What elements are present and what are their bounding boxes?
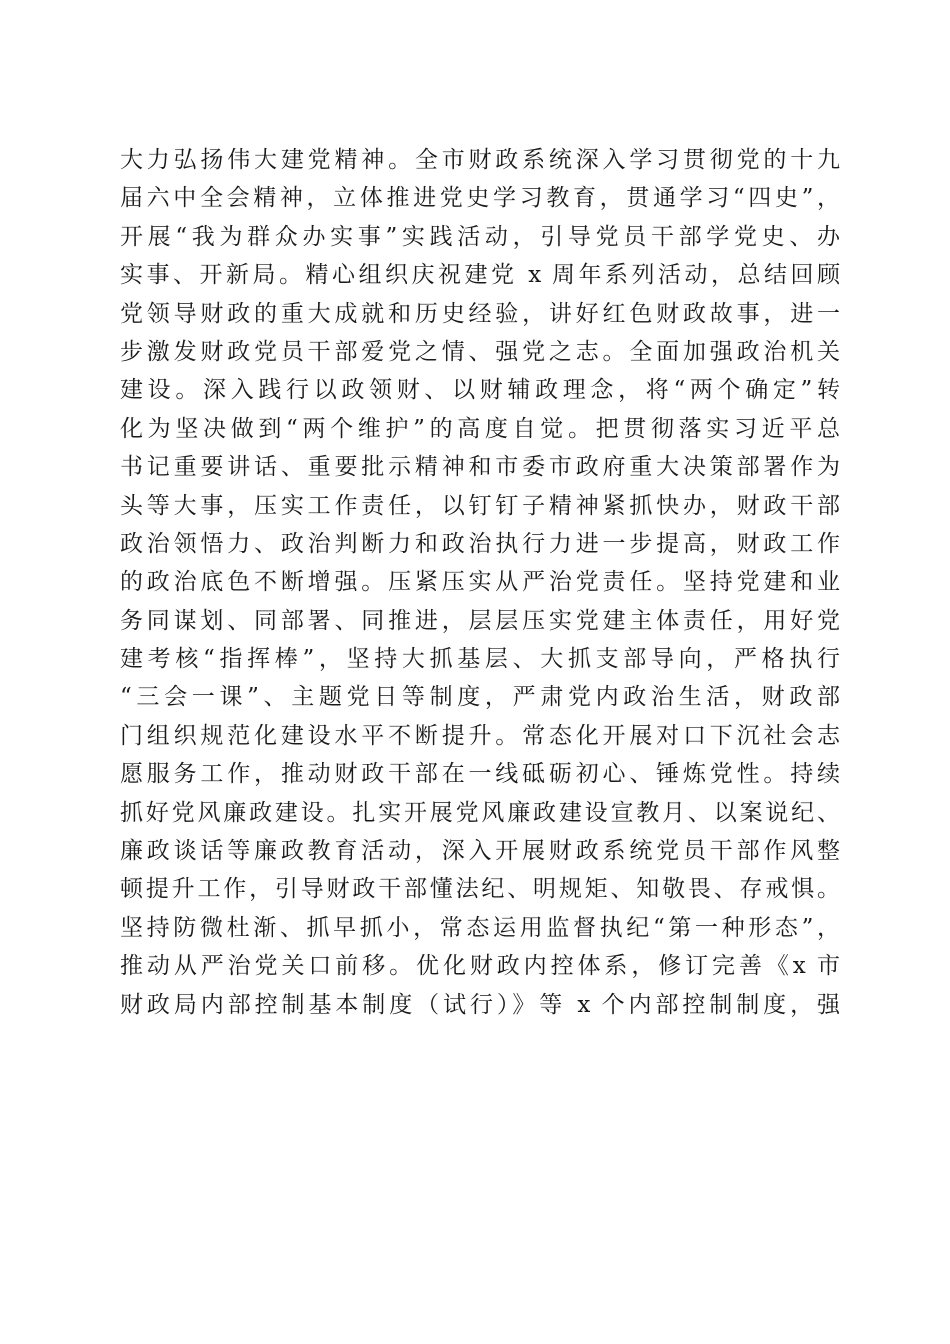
text-line-4: 实事、开新局。精心组织庆祝建党 x 周年系列活动，总结回顾 [120, 262, 840, 289]
text-line-6: 步激发财政党员干部爱党之情、强党之志。全面加强政治机关 [120, 338, 840, 365]
text-line-16: 门组织规范化建设水平不断提升。常态化开展对口下沉社会志 [120, 722, 840, 749]
text-line-13: 务同谋划、同部署、同推进，层层压实党建主体责任，用好党 [120, 607, 840, 634]
text-line-9: 书记重要讲话、重要批示精神和市委市政府重大决策部署作为 [120, 454, 840, 481]
text-line-15: “三会一课”、主题党日等制度，严肃党内政治生活，财政部 [120, 684, 840, 711]
text-line-12: 的政治底色不断增强。压紧压实从严治党责任。坚持党建和业 [120, 569, 840, 596]
text-line-20: 顿提升工作，引导财政干部懂法纪、明规矩、知敬畏、存戒惧。 [120, 876, 840, 903]
text-line-1: 大力弘扬伟大建党精神。全市财政系统深入学习贯彻党的十九 [120, 147, 840, 173]
text-line-2: 届六中全会精神，立体推进党史学习教育，贯通学习“四史”， [120, 185, 840, 212]
text-line-14: 建考核“指挥棒”，坚持大抓基层、大抓支部导向，严格执行 [120, 646, 840, 673]
text-line-3: 开展“我为群众办实事”实践活动，引导党员干部学党史、办 [120, 223, 840, 250]
text-line-18: 抓好党风廉政建设。扎实开展党风廉政建设宣教月、以案说纪、 [120, 799, 840, 826]
text-line-17: 愿服务工作，推动财政干部在一线砥砺初心、锤炼党性。持续 [120, 761, 840, 788]
text-line-23: 财政局内部控制基本制度（试行）》等 x 个内部控制制度，强 [120, 991, 840, 1018]
text-line-8: 化为坚决做到“两个维护”的高度自觉。把贯彻落实习近平总 [120, 415, 840, 442]
body-paragraph [120, 141, 840, 1024]
text-line-19: 廉政谈话等廉政教育活动，深入开展财政系统党员干部作风整 [120, 838, 840, 865]
text-line-5: 党领导财政的重大成就和历史经验，讲好红色财政故事，进一 [120, 300, 840, 327]
text-line-10: 头等大事，压实工作责任，以钉钉子精神紧抓快办，财政干部 [120, 492, 840, 519]
text-line-22: 推动从严治党关口前移。优化财政内控体系，修订完善《x 市 [120, 953, 840, 980]
text-line-7: 建设。深入践行以政领财、以财辅政理念，将“两个确定”转 [120, 377, 840, 404]
text-line-21: 坚持防微杜渐、抓早抓小，常态运用监督执纪“第一种形态”， [120, 914, 840, 941]
text-line-11: 政治领悟力、政治判断力和政治执行力进一步提高，财政工作 [120, 530, 840, 557]
